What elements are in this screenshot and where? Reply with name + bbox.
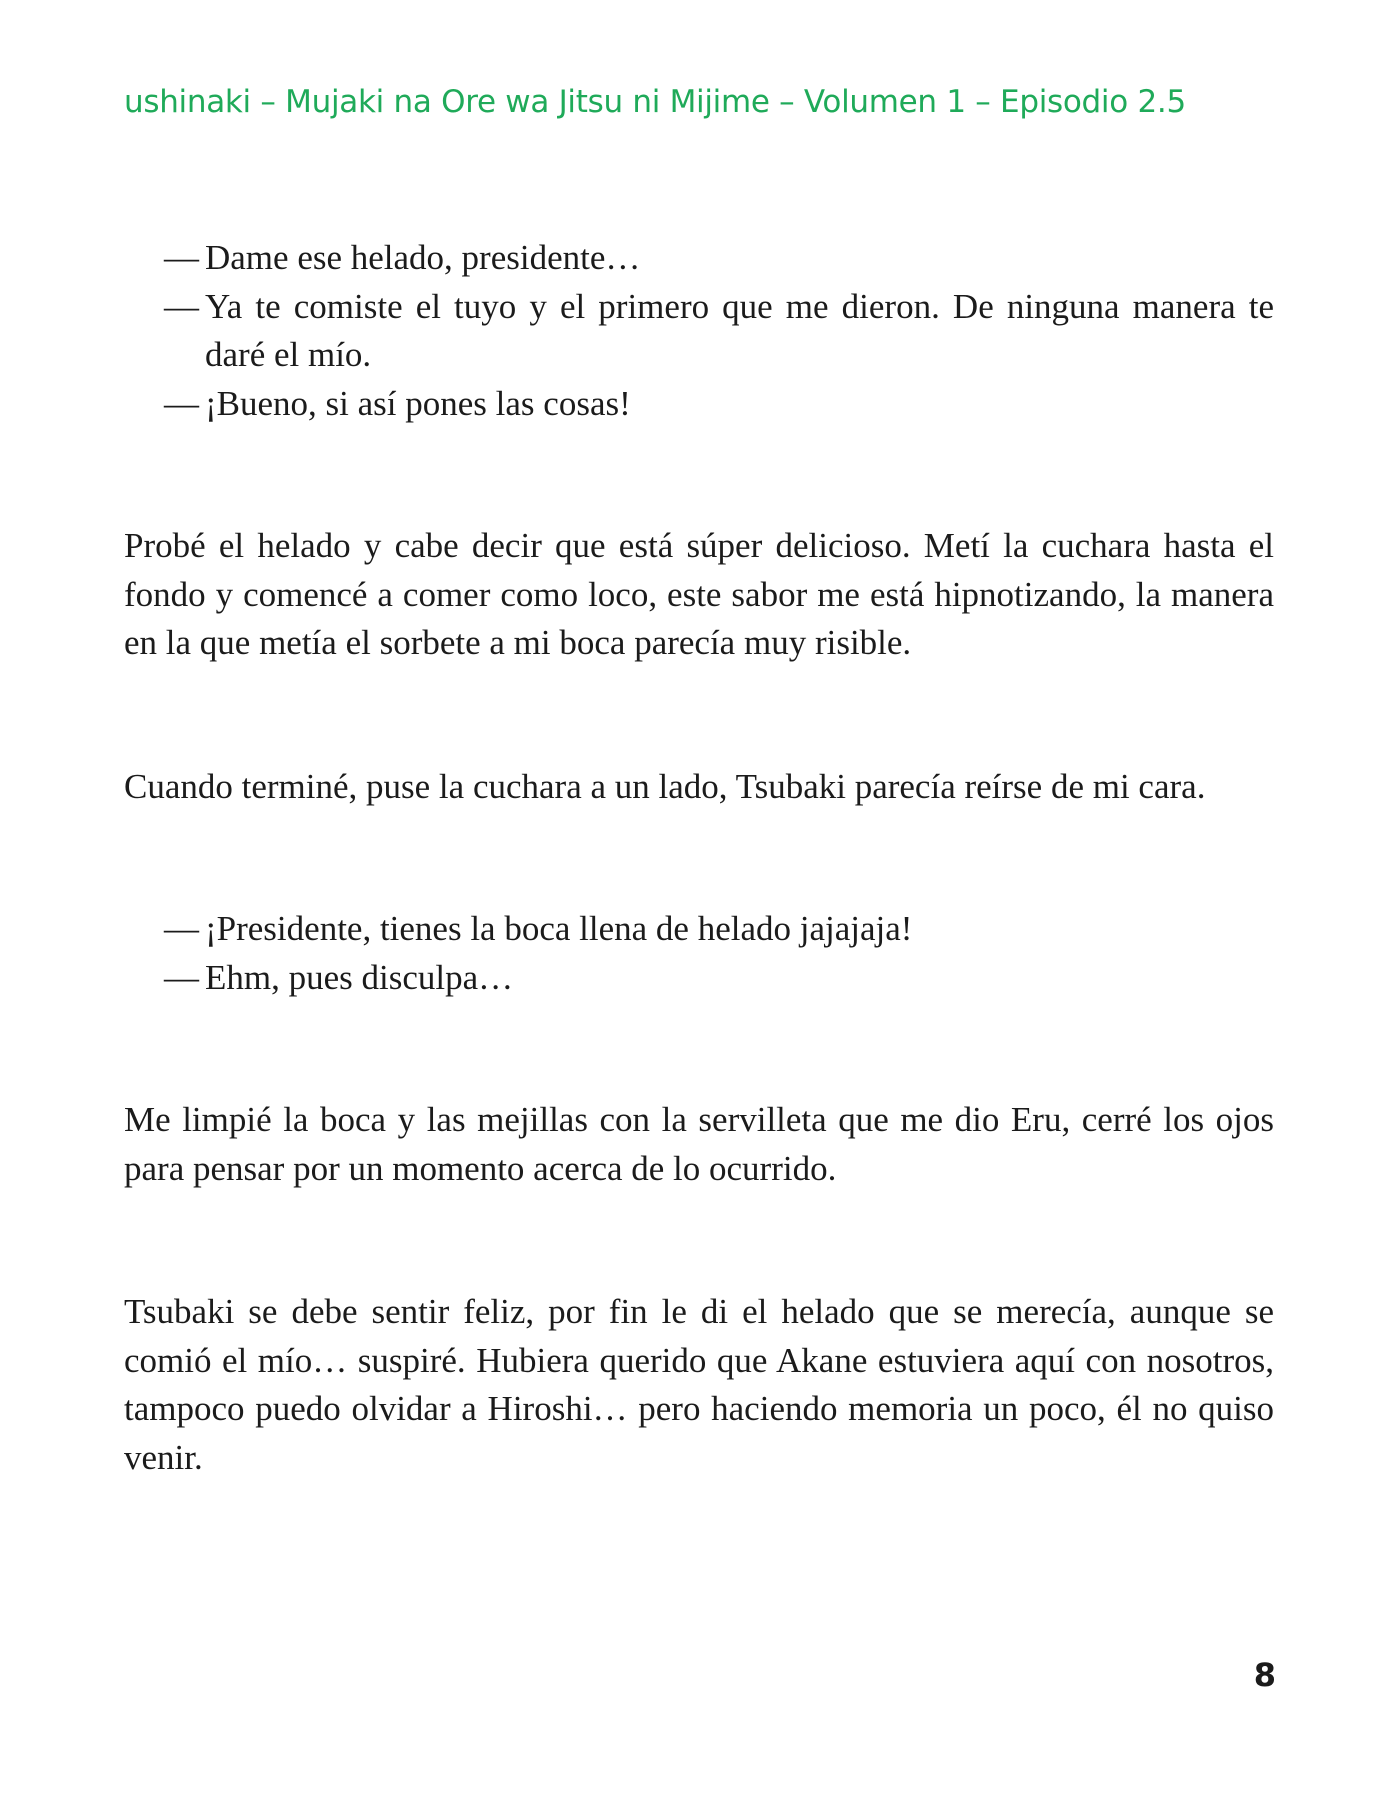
dialogue-text: Ya te comiste el tuyo y el primero que me dieron. De ninguna manera te daré el mío. <box>205 286 1274 374</box>
dialogue-line <box>124 234 1274 283</box>
dialogue-dash: — <box>164 909 199 948</box>
dialogue-dash: — <box>164 383 199 423</box>
dialogue-text: Dame ese helado, presidente… <box>205 238 641 277</box>
dialogue-text: Ehm, pues disculpa… <box>205 957 514 997</box>
dialogue-text: ¡Bueno, si así pones las cosas! <box>205 383 631 423</box>
dialogue-dash: — <box>164 238 199 277</box>
dialogue-line <box>124 954 1274 1003</box>
dialogue-line <box>124 283 1274 380</box>
dialogue-line <box>124 905 1274 954</box>
dialogue-line <box>124 380 1274 429</box>
page-number: 8 <box>1253 1656 1276 1694</box>
running-header: ushinaki – Mujaki na Ore wa Jitsu ni Mijime – Volumen 1 – Episodio 2.5 <box>124 84 1186 120</box>
dialogue-block-1 <box>124 234 1274 428</box>
paragraph: Tsubaki se debe sentir feliz, por fin le di el helado que se merecía, aunque se comió el mío… suspiré. Hubiera querido que Akane estuviera aquí con nosotros, tampoco puedo olvidar a Hiroshi… pero haciendo memoria un poco, él no quiso venir. <box>124 1292 1274 1477</box>
dialogue-block-2 <box>124 905 1274 1002</box>
dialogue-dash: — <box>164 957 199 997</box>
paragraph: Probé el helado y cabe decir que está súper delicioso. Metí la cuchara hasta el fondo y comencé a comer como loco, este sabor me está hipnotizando, la manera en la que metía el sorbete a mi boca parecía muy risible. <box>124 526 1274 662</box>
dialogue-dash: — <box>164 286 199 326</box>
dialogue-text: ¡Presidente, tienes la boca llena de helado jajajaja! <box>205 909 913 948</box>
paragraph: Me limpié la boca y las mejillas con la servilleta que me dio Eru, cerré los ojos para pensar por un momento acerca de lo ocurrido. <box>124 1100 1274 1188</box>
paragraph: Cuando terminé, puse la cuchara a un lado, Tsubaki parecía reírse de mi cara. <box>124 767 1206 806</box>
